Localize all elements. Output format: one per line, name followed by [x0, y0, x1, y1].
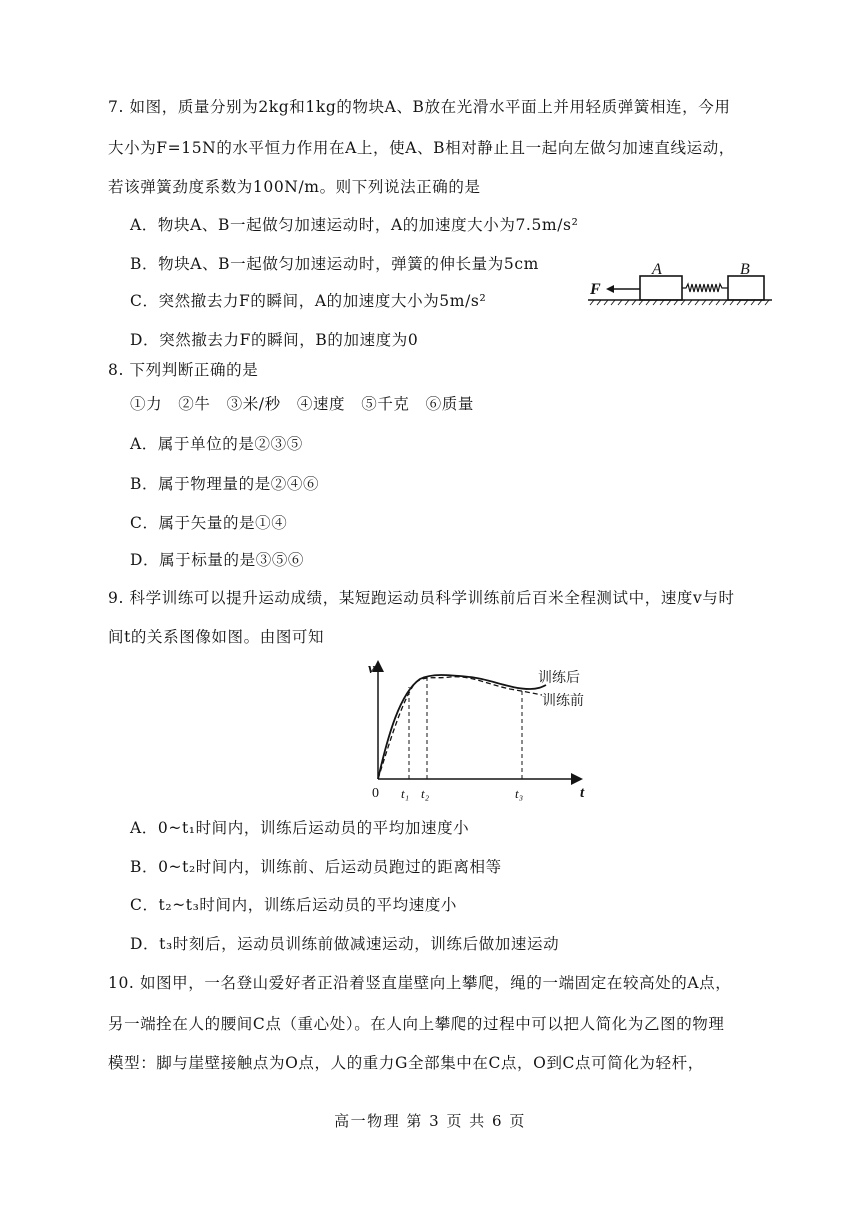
q8-option-a: A．属于单位的是②③⑤	[130, 435, 303, 453]
q9-stem-line-1: 9. 科学训练可以提升运动成绩，某短跑运动员科学训练前后百米全程测试中，速度v与时	[108, 589, 735, 607]
q9-option-c: C．t₂~t₃时间内，训练后运动员的平均速度小	[130, 896, 458, 914]
q7-label-a: A	[652, 261, 662, 278]
q9-vt-chart	[360, 655, 600, 805]
q8-option-b: B．属于物理量的是②④⑥	[130, 475, 320, 493]
q9-tick-t3: t₃	[515, 786, 524, 801]
q9-option-d: D．t₃时刻后，运动员训练前做减速运动，训练后做加速运动	[130, 935, 560, 953]
q10-stem-line-3: 模型：脚与崖壁接触点为O点，人的重力G全部集中在C点，O到C点可简化为轻杆，	[108, 1054, 704, 1072]
q9-series-before	[378, 677, 542, 779]
q7-arrow-head	[606, 285, 614, 293]
q7-block-spring-figure	[580, 252, 780, 312]
q9-x-label: t	[580, 785, 585, 801]
q8-option-d: D．属于标量的是③⑤⑥	[130, 551, 305, 569]
q7-option-c: C．突然撤去力F的瞬间，A的加速度大小为5m/s²	[130, 292, 487, 310]
q9-tick-t1: t₁	[401, 786, 410, 801]
q9-option-a: A．0~t₁时间内，训练后运动员的平均加速度小	[130, 819, 470, 837]
q9-option-b: B．0~t₂时间内，训练前、后运动员跑过的距离相等	[130, 858, 502, 876]
q9-tick-t2: t₂	[421, 786, 430, 801]
q7-option-b: B．物块A、B一起做匀加速运动时，弹簧的伸长量为5cm	[130, 255, 539, 273]
q7-option-d: D．突然撤去力F的瞬间，B的加速度为0	[130, 331, 419, 349]
q10-stem-line-2: 另一端拴在人的腰间C点（重心处）。在人向上攀爬的过程中可以把人简化为乙图的物理	[108, 1015, 725, 1033]
q9-y-label: v	[368, 661, 375, 677]
q7-stem-line-2: 大小为F=15N的水平恒力作用在A上，使A、B相对静止且一起向左做匀加速直线运动，	[108, 139, 735, 157]
q10-stem-line-1: 10. 如图甲，一名登山爱好者正沿着竖直崖壁向上攀爬，绳的一端固定在较高处的A点，	[108, 974, 732, 992]
q7-spring	[682, 284, 728, 292]
q7-block-a	[640, 276, 682, 300]
q8-stem: 8. 下列判断正确的是	[108, 361, 259, 379]
q7-stem-line-3: 若该弹簧劲度系数为100N/m。则下列说法正确的是	[108, 178, 481, 196]
page-footer: 高一物理 第 3 页 共 6 页	[334, 1112, 526, 1130]
q7-label-f: F	[590, 281, 601, 298]
q8-items: ①力 ②牛 ③米/秒 ④速度 ⑤千克 ⑥质量	[130, 395, 474, 413]
q8-option-c: C．属于矢量的是①④	[130, 514, 288, 532]
q9-legend-after: 训练后	[538, 670, 580, 686]
q9-legend-before: 训练前	[542, 693, 584, 709]
q7-label-b: B	[740, 261, 750, 278]
q7-option-a: A．物块A、B一起做匀加速运动时，A的加速度大小为7.5m/s²	[130, 216, 579, 234]
q9-origin-label: 0	[372, 786, 379, 801]
q7-block-b	[728, 276, 764, 300]
q9-stem-line-2: 间t的关系图像如图。由图可知	[108, 628, 325, 646]
q7-stem-line-1: 7. 如图，质量分别为2kg和1kg的物块A、B放在光滑水平面上并用轻质弹簧相连，今用	[108, 98, 731, 116]
